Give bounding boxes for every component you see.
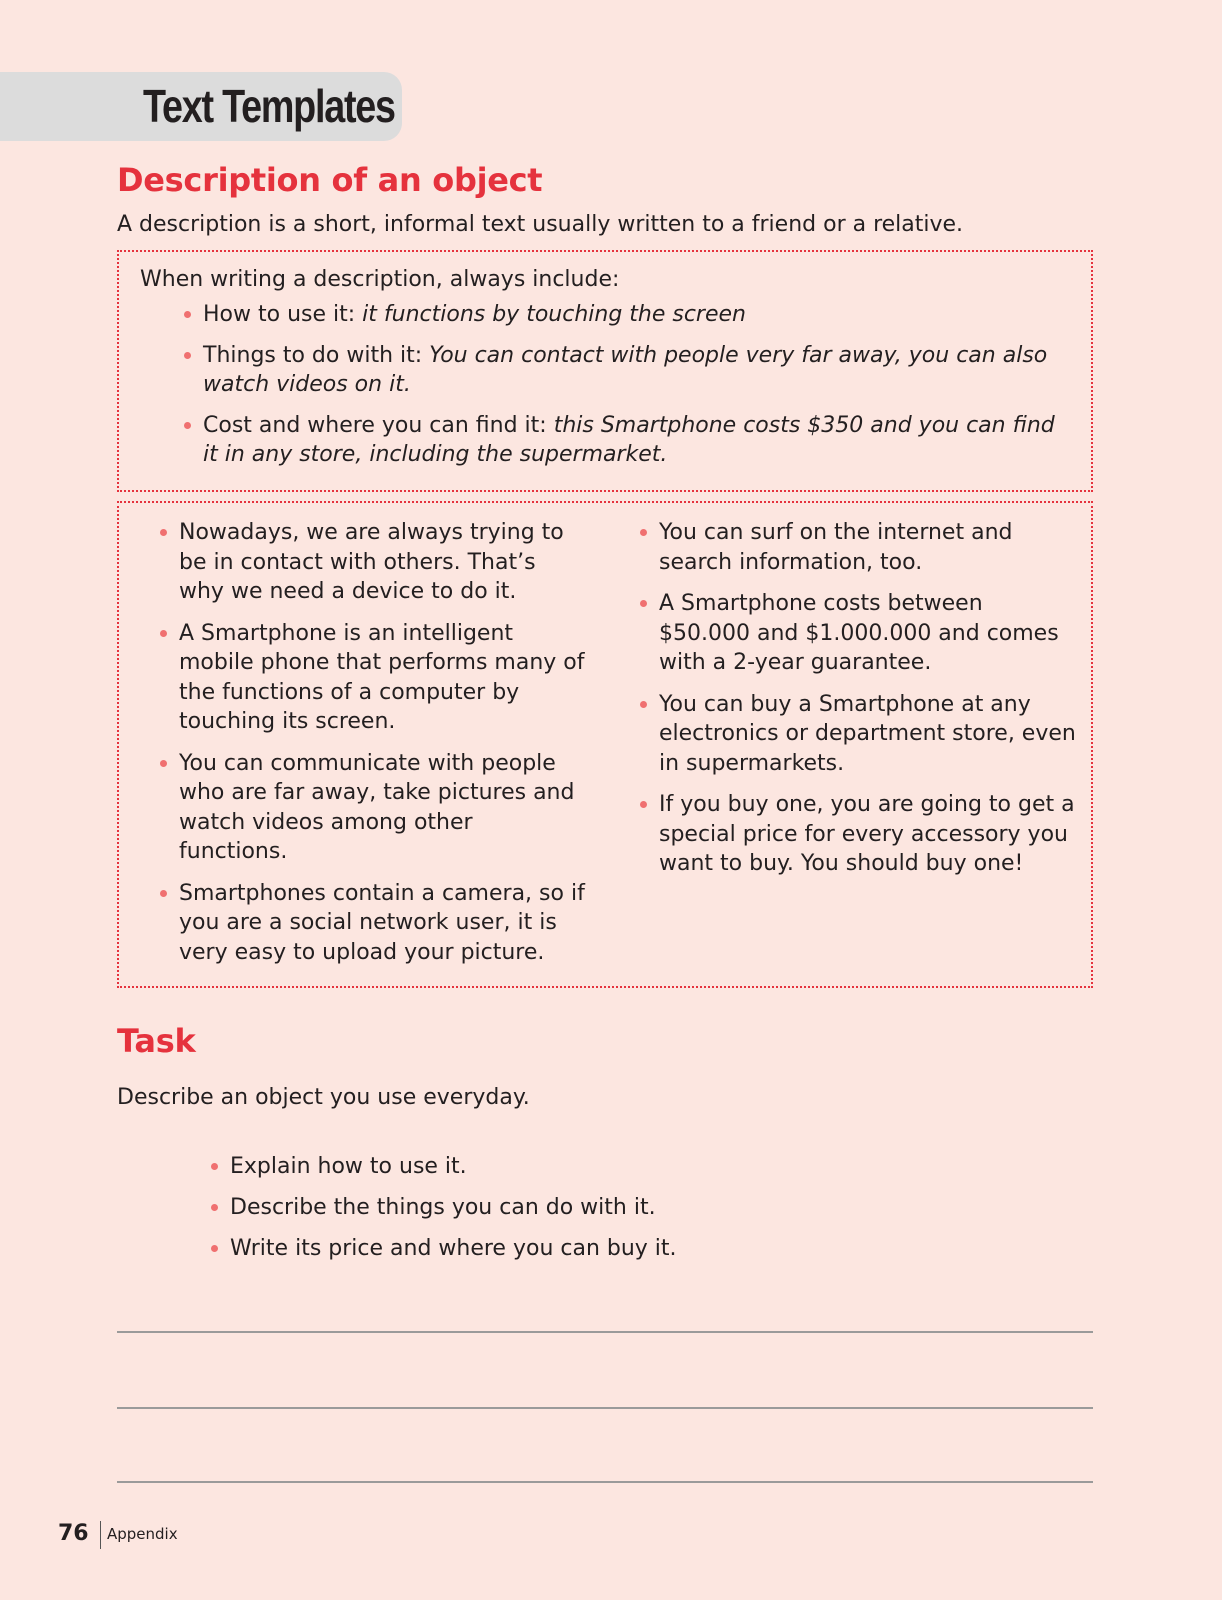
list-item: Write its price and where you can buy it. [208,1234,908,1264]
list-item: If you buy one, you are going to get a special price for every accessory you want to buy. You should buy one! [637,790,1077,879]
list-item: A Smartphone is an intelligent mobile phone that performs many of the functions of a computer by touching its screen. [157,619,587,737]
guide-lead: When writing a description, always include: [140,267,620,292]
task-intro: Describe an object you use everyday. [117,1085,530,1110]
guide-box [117,250,1093,492]
section-intro: A description is a short, informal text usually written to a friend or a relative. [117,212,964,237]
list-item [181,341,1071,400]
section-title: Description of an object [117,161,543,199]
list-item: A Smartphone costs between $50.000 and $1.000.000 and comes with a 2-year guarantee. [637,589,1077,678]
guide-list [181,300,1071,481]
list-item: You can surf on the internet and search information, too. [637,518,1077,577]
list-item: You can buy a Smartphone at any electronics or department store, even in supermarkets. [637,690,1077,779]
example-left-column [157,518,587,979]
guide-item-example: it functions by touching the screen [362,302,746,327]
list-item: Explain how to use it. [208,1152,908,1182]
writing-line[interactable] [117,1481,1093,1483]
guide-item-label: How to use it: [203,302,363,327]
footer-section: Appendix [107,1525,178,1543]
footer-divider [100,1521,101,1549]
guide-item-example: this Smartphone costs $350 and you can find it in any store, including the supermarket. [203,412,1055,467]
page-title: Text Templates [143,80,395,132]
writing-line[interactable] [117,1331,1093,1333]
example-box [117,501,1093,988]
list-item: Describe the things you can do with it. [208,1193,908,1223]
task-list [208,1152,908,1275]
guide-item-label: Things to do with it: [203,342,430,368]
list-item: Nowadays, we are always trying to be in contact with others. That’s why we need a device to do it. [157,518,587,607]
list-item: You can communicate with people who are far away, take pictures and watch videos among other functions. [157,749,587,867]
page-number: 76 [58,1521,89,1546]
writing-line[interactable] [117,1407,1093,1409]
list-item: Smartphones contain a camera, so if you are a social network user, it is very easy to upload your picture. [157,879,587,968]
task-title: Task [117,1022,196,1060]
list-item [181,411,1071,470]
guide-item-label: Cost and where you can find it: [203,412,554,438]
example-right-column [637,518,1077,891]
guide-item-example: You can contact with people very far away, you can also watch videos on it. [203,342,1048,397]
list-item [181,300,1071,330]
